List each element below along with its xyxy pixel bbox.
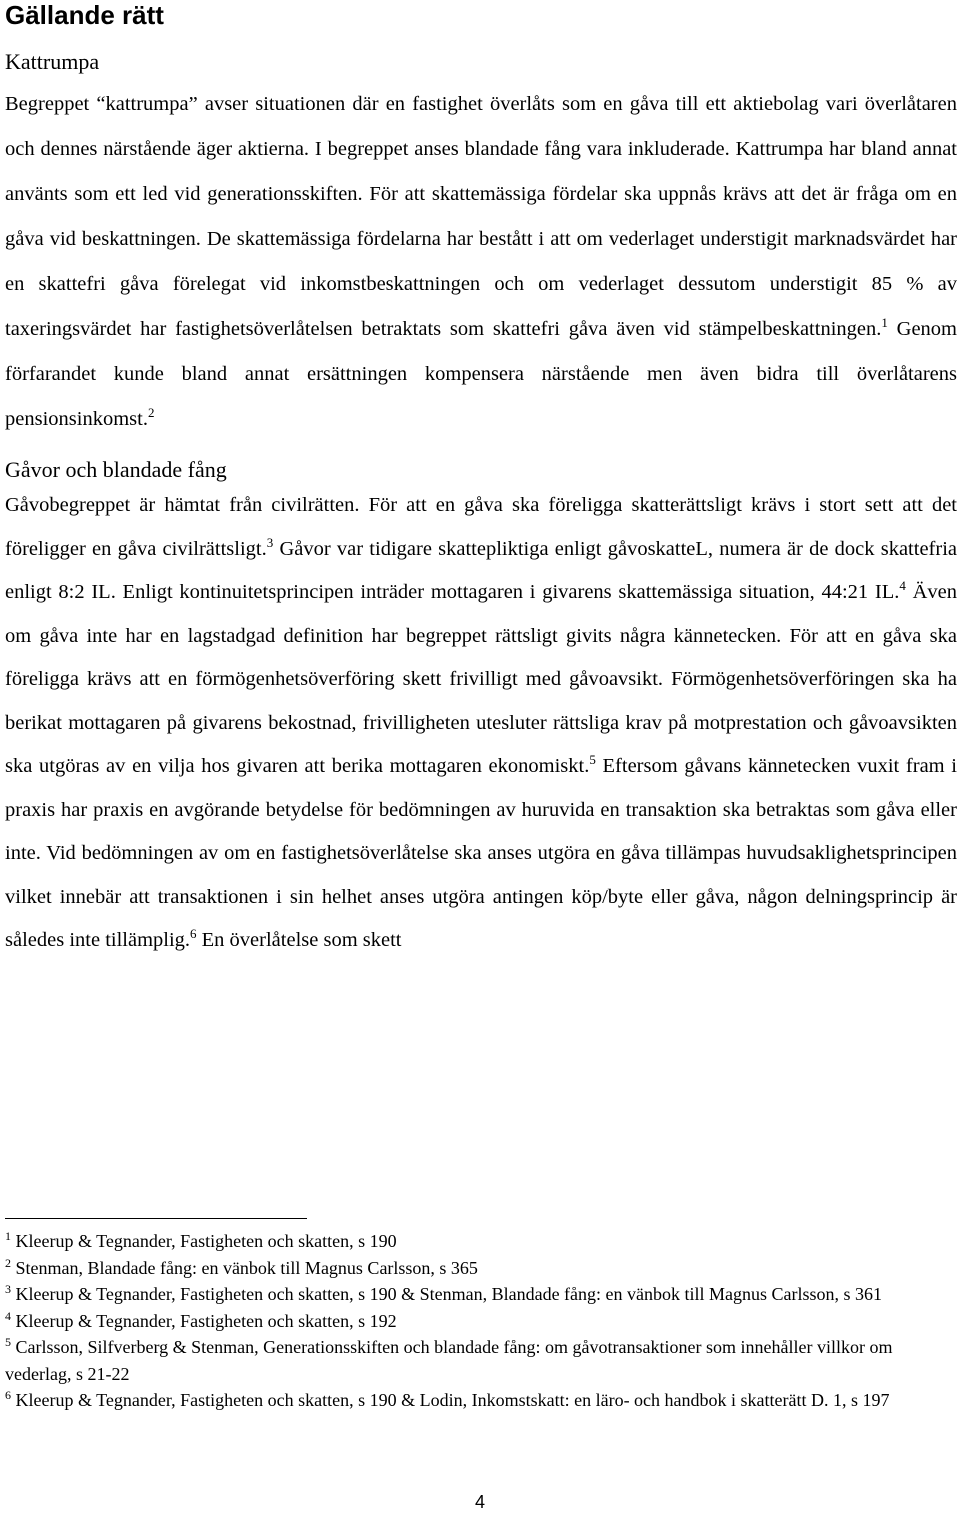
footnote-number: 2 [5, 1255, 11, 1270]
footnote-ref-3[interactable]: 3 [266, 534, 274, 550]
footnote-separator [5, 1218, 307, 1219]
footnote-2 [5, 1255, 957, 1282]
footnote-ref-2[interactable]: 2 [147, 405, 155, 420]
footnote-number: 1 [5, 1229, 11, 1243]
footnote-number: 4 [5, 1308, 11, 1323]
footnote-ref-1[interactable]: 1 [881, 315, 888, 330]
footnote-text: Stenman, Blandade fång: en vänbok till Magnus Carlsson, s 365 [11, 1257, 478, 1278]
footnote-5 [5, 1334, 957, 1387]
footnote-number: 6 [5, 1388, 11, 1402]
page-heading: Gällande rätt [5, 0, 164, 30]
section-title-kattrumpa: Kattrumpa [5, 49, 100, 74]
footnote-6 [5, 1387, 957, 1414]
paragraph-text: Begreppet “kattrumpa” avser situationen där en fastighet överlåts som en gåva till ett aktiebolag vari överlåtaren och dennes närstående äger aktierna. I begreppet anses blandade fång vara inkluderade. Kattrumpa har bland annat använts som ett led vid generationsskiften. För att skattemässiga fördelar ska uppnås krävs att det är fråga om en gåva vid beskattningen. De skattemässiga fördelarna har bestått i att om vederlaget understigit marknadsvärdet har en skattefri gåva förelegat vid inkomstbeskattningen och om vederlaget dessutom understigit 85 % av taxeringsvärdet har fastighetsöverlåtelsen betraktats som skattefri gåva även vid stämpelbeskattningen. [5, 93, 957, 340]
paragraph-text: Gåvor var tidigare skattepliktiga enligt gåvoskatteL, numera är de dock skattefria enligt 8:2 IL. Enligt kontinuitetsprincipen inträder mottagaren i givarens skattemässiga situation, 44:21 IL. [5, 537, 957, 603]
paragraph-gavor [5, 484, 957, 963]
paragraph-kattrumpa [5, 82, 957, 442]
footnote-text: Kleerup & Tegnander, Fastigheten och skatten, s 190 & Lodin, Inkomstskatt: en läro- och handbok i skatterätt D. 1, s 197 [11, 1390, 890, 1410]
footnote-ref-5[interactable]: 5 [589, 752, 596, 767]
section-title-gavor: Gåvor och blandade fång [5, 457, 227, 482]
footnote-4 [5, 1308, 957, 1335]
document-page [5, 0, 958, 1410]
page-number: 4 [474, 1492, 485, 1512]
paragraph-text: Även om gåva inte har en lagstadgad definition har begreppet rättsligt givits några kännetecken. För att en gåva ska föreligga krävs att en förmögenhetsöverföring skett frivilligt med gåvoavsikt. Förmögenhetsöverföringen ska ha berikat mottagaren på givarens bekostnad, frivilligheten utesluter rättsliga krav på motprestation och gåvoavsikten ska utgöras av en vilja hos givaren att berika mottagaren ekonomiskt. [5, 581, 957, 777]
paragraph-text: En överlåtelse som skett [196, 929, 402, 951]
paragraph-text: Genom förfarandet kunde bland annat ersättningen kompensera närstående men även bidra till överlåtarens pensionsinkomst. [5, 318, 957, 430]
paragraph-text: Gåvobegreppet är hämtat från civilrätten. För att en gåva ska föreligga skatterättsligt krävs i stort sett att det föreligger en gåva civilrättsligt. [5, 494, 957, 560]
footnote-3 [5, 1281, 957, 1308]
footnotes [5, 1228, 957, 1414]
footnote-text: Kleerup & Tegnander, Fastigheten och skatten, s 190 & Stenman, Blandade fång: en vänbok till Magnus Carlsson, s 361 [11, 1284, 883, 1304]
footnote-text: Carlsson, Silfverberg & Stenman, Generationsskiften och blandade fång: om gåvotransaktioner som innehåller villkor om vederlag, s 21-22 [5, 1337, 893, 1384]
footnote-ref-6[interactable]: 6 [190, 926, 197, 941]
footnote-1 [5, 1228, 957, 1255]
footnote-number: 5 [5, 1335, 11, 1349]
footnote-text: Kleerup & Tegnander, Fastigheten och skatten, s 192 [11, 1310, 397, 1331]
footnote-number: 3 [5, 1282, 11, 1296]
paragraph-text: Eftersom gåvans kännetecken vuxit fram i praxis har praxis en avgörande betydelse för bedömningen av huruvida en transaktion ska betraktas som gåva eller inte. Vid bedömningen av om en fastighetsöverlåtelse ska anses utgöra en gåva tillämpas huvudsaklighetsprincipen vilket innebär att transaktionen i sin helhet anses utgöra antingen köp/byte eller gåva, någon delningsprincip är således inte tillämplig. [5, 755, 958, 951]
footnote-ref-4[interactable]: 4 [899, 578, 906, 593]
footnote-text: Kleerup & Tegnander, Fastigheten och skatten, s 190 [11, 1231, 397, 1251]
